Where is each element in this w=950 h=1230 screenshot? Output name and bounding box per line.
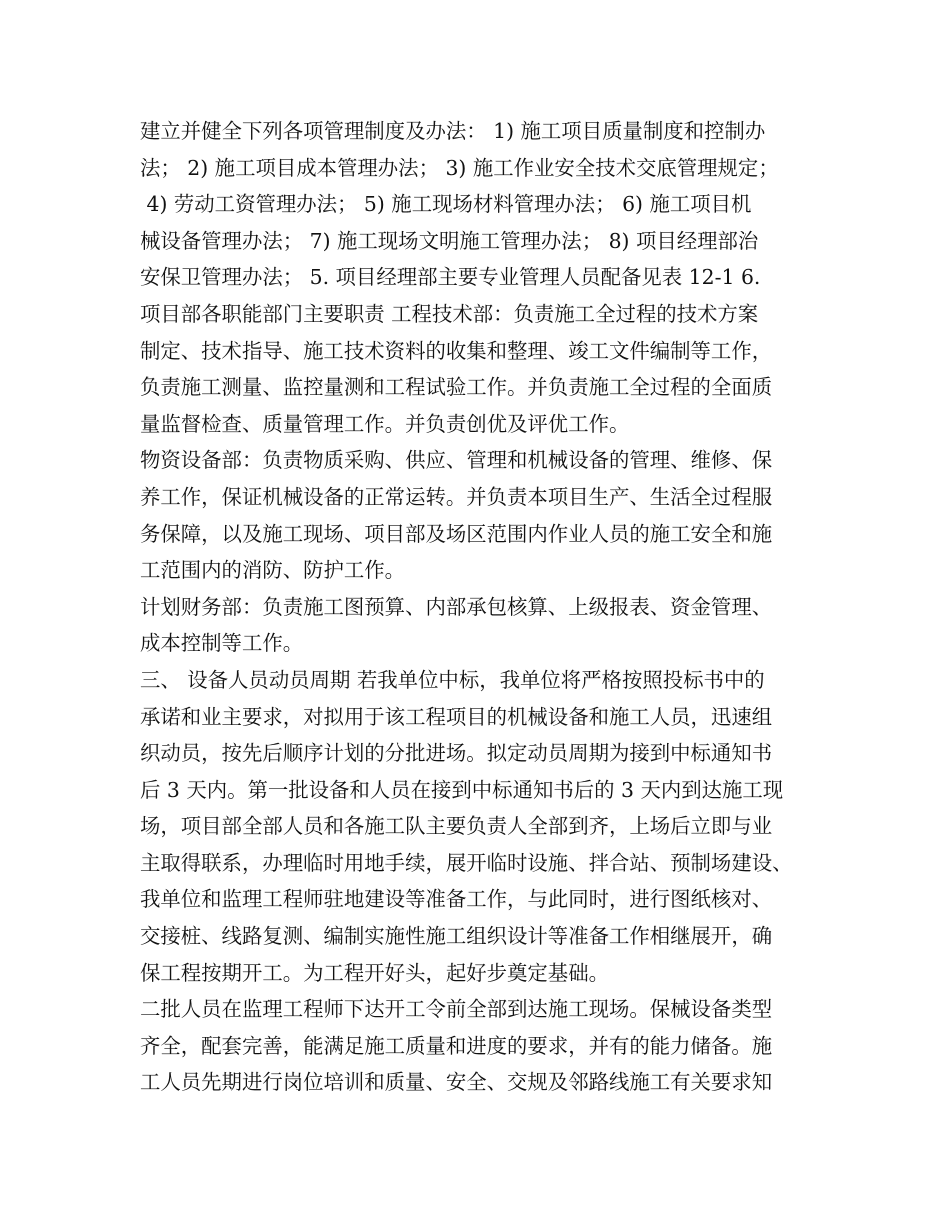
text-line: 安保卫管理办法； 5. 项目经理部主要专业管理人员配备见表 12-1 6. (140, 265, 761, 290)
text-line: 成本控制等工作。 (140, 631, 304, 656)
text-line: 法； 2) 施工项目成本管理办法； 3) 施工作业安全技术交底管理规定； (140, 155, 779, 180)
text-line: 项目部各职能部门主要职责 工程技术部：负责施工全过程的技术方案 (140, 301, 759, 326)
text-line: 交接桩、线路复测、编制实施性施工组织设计等准备工作相继展开，确 (140, 924, 773, 949)
text-line: 械设备管理办法； 7) 施工现场文明施工管理办法； 8) 项目经理部治 (140, 228, 759, 253)
text-line: 工人员先期进行岗位培训和质量、安全、交规及邻路线施工有关要求知 (140, 1070, 773, 1095)
document-body (140, 113, 830, 1101)
text-line: 主取得联系，办理临时用地手续，展开临时设施、拌合站、预制场建设、 (140, 850, 793, 875)
text-line: 物资设备部：负责物质采购、供应、管理和机械设备的管理、维修、保 (140, 448, 773, 473)
text-line: 务保障，以及施工现场、项目部及场区范围内作业人员的施工安全和施 (140, 521, 773, 546)
text-line: 三、 设备人员动员周期 若我单位中标，我单位将严格按照投标书中的 (140, 667, 765, 692)
text-line: 制定、技术指导、施工技术资料的收集和整理、竣工文件编制等工作， (140, 338, 773, 363)
text-line: 齐全，配套完善，能满足施工质量和进度的要求，并有的能力储备。施 (140, 1033, 773, 1058)
text-line: 计划财务部：负责施工图预算、内部承包核算、上级报表、资金管理、 (140, 594, 773, 619)
text-line: 后 3 天内。第一批设备和人员在接到中标通知书后的 3 天内到达施工现 (140, 777, 784, 802)
text-line: 量监督检查、质量管理工作。并负责创优及评优工作。 (140, 411, 630, 436)
text-line: 工范围内的消防、防护工作。 (140, 558, 406, 583)
text-line: 二批人员在监理工程师下达开工令前全部到达施工现场。保械设备类型 (140, 997, 773, 1022)
text-line: 建立并健全下列各项管理制度及办法： 1) 施工项目质量制度和控制办 (140, 119, 766, 143)
text-line: 4) 劳动工资管理办法； 5) 施工现场材料管理办法； 6) 施工项目机 (140, 192, 752, 217)
text-line: 织动员，按先后顺序计划的分批进场。拟定动员周期为接到中标通知书 (140, 741, 773, 766)
text-line: 负责施工测量、监控量测和工程试验工作。并负责施工全过程的全面质 (140, 375, 773, 400)
text-line: 承诺和业主要求，对拟用于该工程项目的机械设备和施工人员，迅速组 (140, 704, 773, 729)
text-line: 场，项目部全部人员和各施工队主要负责人全部到齐，上场后立即与业 (140, 814, 773, 839)
text-line: 保工程按期开工。为工程开好头，起好步奠定基础。 (140, 960, 609, 985)
text-line: 我单位和监理工程师驻地建设等准备工作，与此同时，进行图纸核对、 (140, 887, 773, 912)
text-line: 养工作，保证机械设备的正常运转。并负责本项目生产、生活全过程服 (140, 484, 773, 509)
